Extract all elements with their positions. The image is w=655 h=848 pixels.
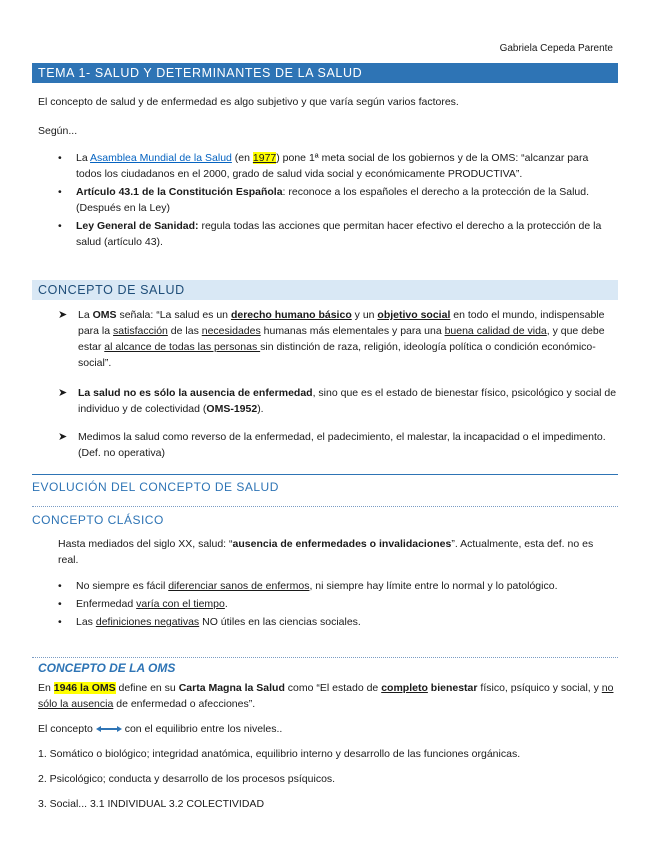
list-item: • Ley General de Sanidad: regula todas las acciones que permitan hacer efectivo el derecho a la protección de la salud (artículo 43). bbox=[58, 220, 602, 248]
bullet-dot-icon: • bbox=[58, 220, 62, 232]
list-item: • Enfermedad varía con el tiempo. bbox=[58, 598, 228, 610]
divider bbox=[32, 474, 618, 475]
heading-concepto-oms: CONCEPTO DE LA OMS bbox=[38, 661, 176, 675]
list-item: ➤ La OMS señala: “La salud es un derecho humano básico y un objetivo social en todo el mundo, indispensable para la satisfacción de las necesidades humanas más elementales y para una buena calidad de vida, y que debe estar al alcance de todas las personas sin distinción de raza, religión, ideología política o condición económico-social”. bbox=[58, 309, 605, 369]
bullet-dot-icon: • bbox=[58, 598, 62, 610]
intro-paragraph: El concepto de salud y de enfermedad es algo subjetivo y que varía según varios factores. bbox=[38, 96, 459, 108]
asamblea-link[interactable]: Asamblea Mundial de la Salud bbox=[90, 152, 232, 164]
divider bbox=[32, 506, 618, 507]
list-item: • Las definiciones negativas NO útiles en las ciencias sociales. bbox=[58, 616, 361, 628]
concepto-equilibrio-line: El concepto con el equilibrio entre los niveles.. bbox=[38, 723, 283, 735]
heading-evolucion: EVOLUCIÓN DEL CONCEPTO DE SALUD bbox=[32, 480, 279, 494]
nivel-2: 2. Psicológico; conducta y desarrollo de los procesos psíquicos. bbox=[38, 773, 336, 785]
arrow-bullet-icon: ➤ bbox=[58, 309, 68, 321]
list-item: • La Asamblea Mundial de la Salud (en 1977) pone 1ª meta social de los gobiernos y de la OMS: “alcanzar para todos los ciudadanos en el 2000, grado de salud vida social y económicamente PRODUCTIVA”. bbox=[58, 152, 589, 180]
double-arrow-icon bbox=[96, 725, 122, 733]
clasico-paragraph: Hasta mediados del siglo XX, salud: “ausencia de enfermedades o invalidaciones”. Actualmente, esta def. no es real. bbox=[58, 538, 594, 566]
nivel-3: 3. Social... 3.1 INDIVIDUAL 3.2 COLECTIVIDAD bbox=[38, 798, 265, 810]
heading-concepto-clasico: CONCEPTO CLÁSICO bbox=[32, 513, 164, 527]
year-highlight: 1977 bbox=[252, 152, 277, 164]
list-item: • No siempre es fácil diferenciar sanos de enfermos, ni siempre hay límite entre lo normal y lo patológico. bbox=[58, 580, 558, 592]
arrow-bullet-icon: ➤ bbox=[58, 431, 68, 443]
intro-bullet-list bbox=[58, 150, 614, 252]
nivel-1: 1. Somático o biológico; integridad anatómica, equilibrio interno y desarrollo de las funciones orgánicas. bbox=[38, 748, 521, 760]
author-name: Gabriela Cepeda Parente bbox=[499, 43, 613, 54]
bullet-dot-icon: • bbox=[58, 616, 62, 628]
list-item: • Artículo 43.1 de la Constitución Española: reconoce a los españoles el derecho a la protección de la Salud. (Después en la Ley) bbox=[58, 186, 589, 214]
list-item: ➤ Medimos la salud como reverso de la enfermedad, el padecimiento, el malestar, la incapacidad o el impedimento. (Def. no operativa) bbox=[58, 431, 606, 459]
bullet-dot-icon: • bbox=[58, 186, 62, 198]
section-title-tema1: TEMA 1- SALUD Y DETERMINANTES DE LA SALUD bbox=[32, 63, 618, 83]
bullet-dot-icon: • bbox=[58, 152, 62, 164]
segun-text: Según... bbox=[38, 125, 78, 137]
arrow-bullet-icon: ➤ bbox=[58, 387, 68, 399]
bullet-dot-icon: • bbox=[58, 580, 62, 592]
clasico-bullet-list bbox=[58, 578, 614, 632]
list-item: ➤ La salud no es sólo la ausencia de enfermedad, sino que es el estado de bienestar físico, psicológico y social de individuo y de colectividad (OMS-1952). bbox=[58, 387, 617, 415]
concepto-arrow-list bbox=[58, 307, 618, 461]
oms-paragraph: En 1946 la OMS define en su Carta Magna la Salud como “El estado de completo bienestar físico, psíquico y social, y no sólo la ausencia de enfermedad o afecciones”. bbox=[38, 682, 614, 710]
divider bbox=[32, 657, 618, 658]
section-title-concepto-salud: CONCEPTO DE SALUD bbox=[32, 280, 618, 300]
